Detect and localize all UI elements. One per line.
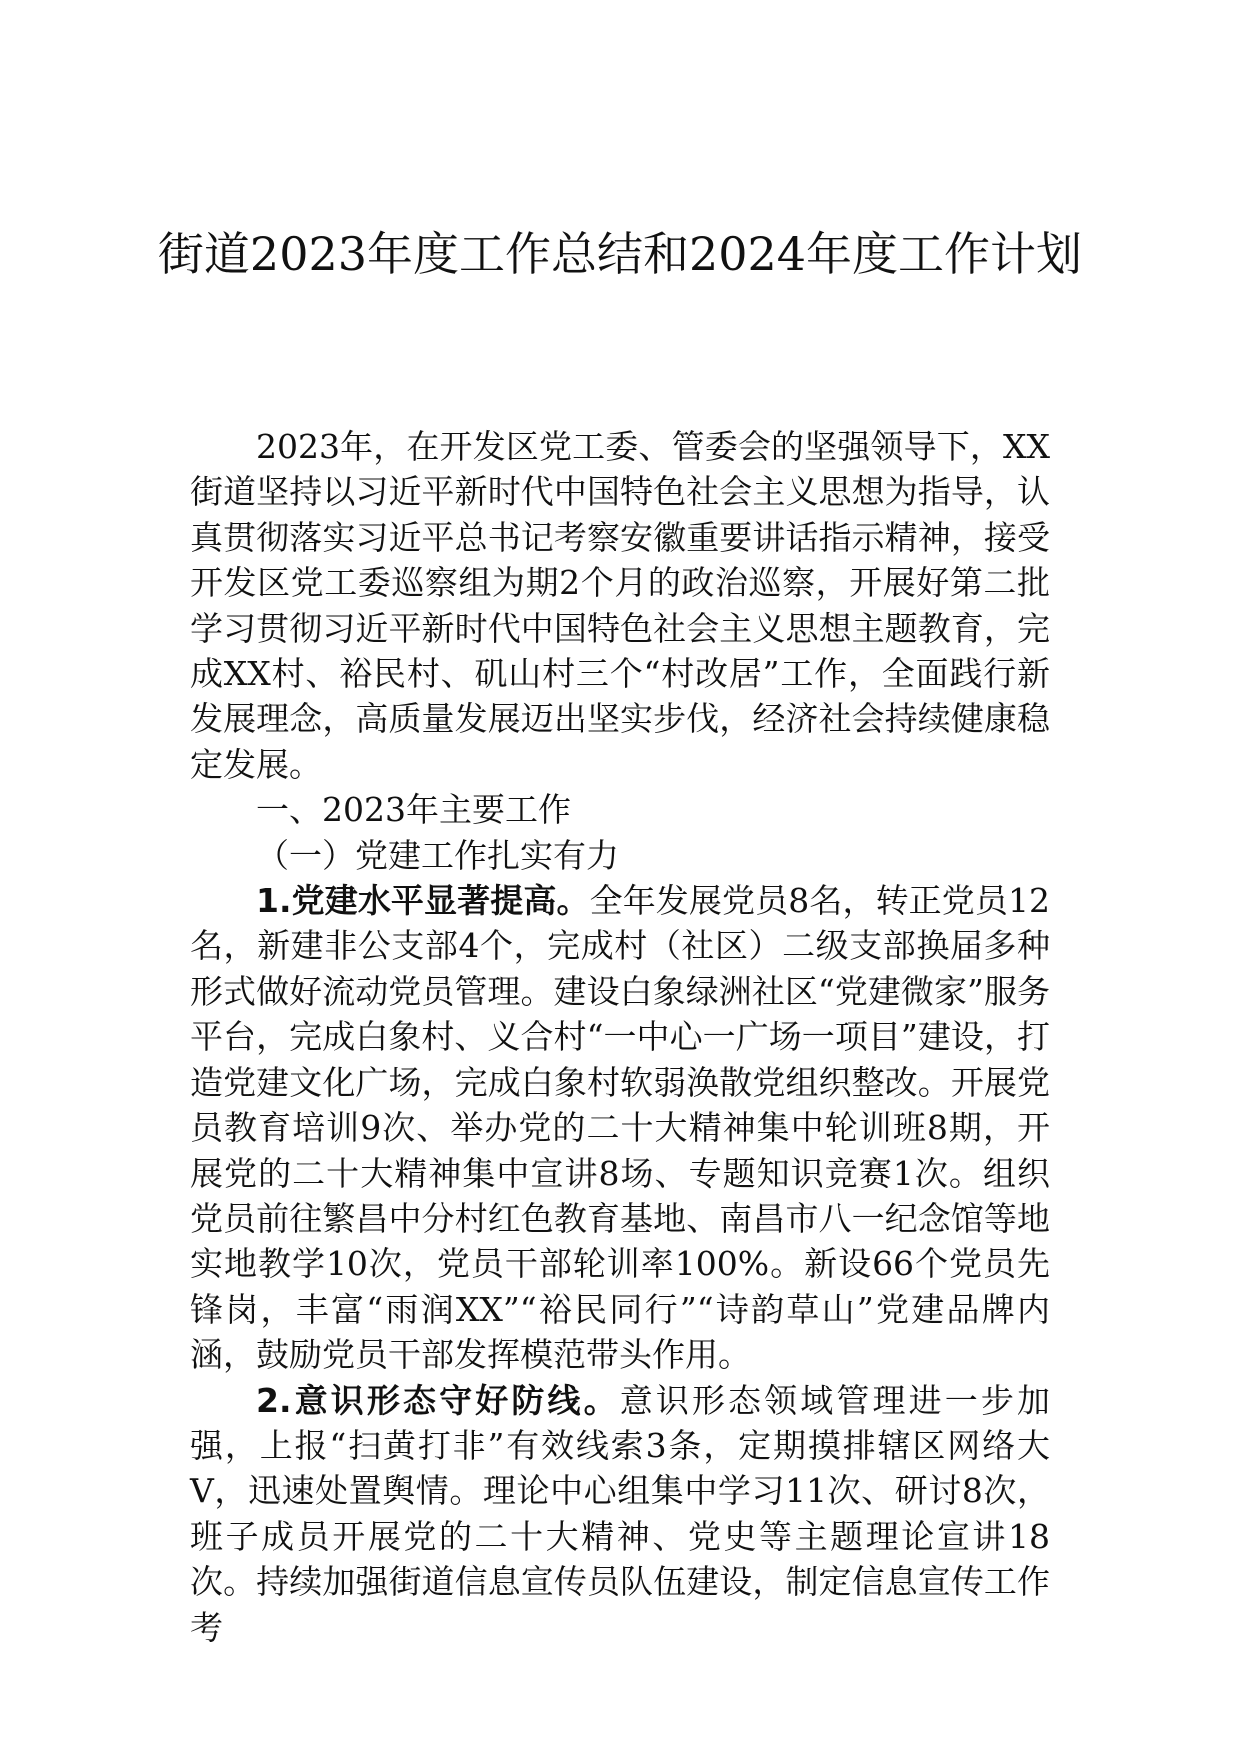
item-paragraph-1 — [190, 878, 1050, 1377]
document-body — [190, 424, 1050, 1650]
item-text-1: 全年发展党员8名，转正党员12名，新建非公支部4个，完成村（社区）二级支部换届多种形式做好流动党员管理。建设白象绿洲社区“党建微家”服务平台，完成白象村、义合村“一中心一广场一项目”建设，打造党建文化广场，完成白象村软弱涣散党组织整改。开展党员教育培训9次、举办党的二十大精神集中轮训班8期，开展党的二十大精神集中宣讲8场、专题知识竞赛1次。组织党员前往繁昌中分村红色教育基地、南昌市八一纪念馆等地实地教学10次，党员干部轮训率100%。新设66个党员先锋岗，丰富“雨润XX”“裕民同行”“诗韵草山”党建品牌内涵，鼓励党员干部发挥模范带头作用。 — [190, 881, 1050, 1375]
subsection-heading: （一）党建工作扎实有力 — [256, 835, 619, 875]
item-lead-2: 2.意识形态守好防线。 — [256, 1380, 620, 1420]
item-lead-1: 1.党建水平显著提高。 — [256, 881, 590, 921]
intro-paragraph: 2023年，在开发区党工委、管委会的坚强领导下，XX街道坚持以习近平新时代中国特色社会主义思想为指导，认真贯彻落实习近平总书记考察安徽重要讲话指示精神，接受开发区党工委巡察组为期2个月的政治巡察，开展好第二批学习贯彻习近平新时代中国特色社会主义思想主题教育，完成XX村、裕民村、矶山村三个“村改居”工作，全面践行新发展理念，高质量发展迈出坚实步伐，经济社会持续健康稳定发展。 — [190, 427, 1050, 784]
document-title: 街道2023年度工作总结和2024年度工作计划 — [157, 226, 1083, 281]
item-text-2: 意识形态领域管理进一步加强，上报“扫黄打非”有效线索3条，定期摸排辖区网络大V，迅速处置舆情。理论中心组集中学习11次、研讨8次，班子成员开展党的二十大精神、党史等主题理论宣讲18次。持续加强街道信息宣传员队伍建设，制定信息宣传工作考 — [190, 1380, 1051, 1647]
item-paragraph-2 — [190, 1378, 1050, 1650]
section-heading: 一、2023年主要工作 — [256, 790, 571, 830]
